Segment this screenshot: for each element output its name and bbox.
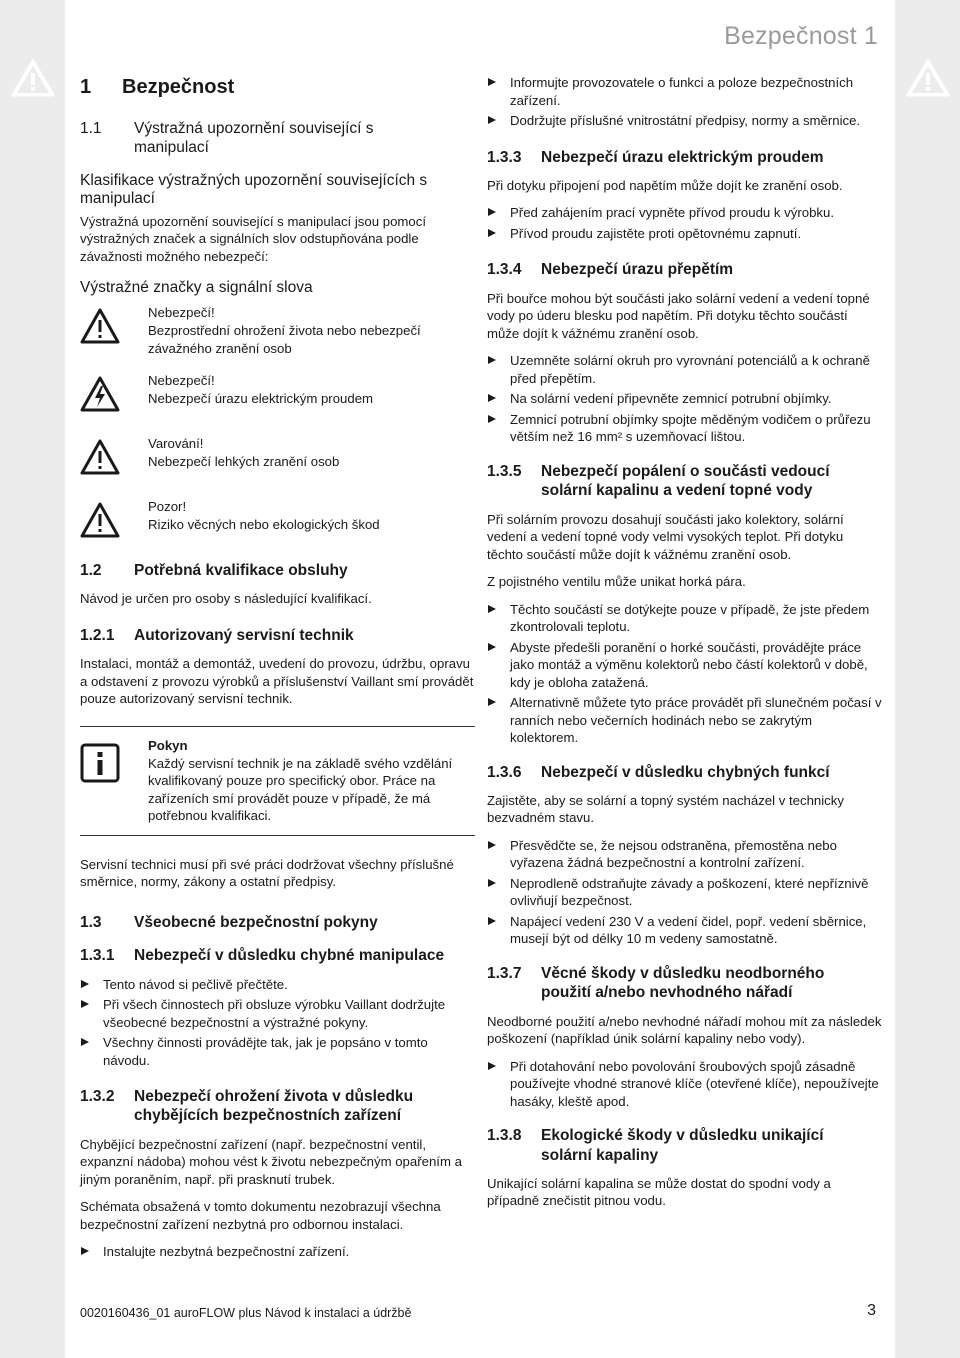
signal-description: Nebezpečí lehkých zranění osob [148, 454, 340, 470]
section-heading-1-2-1 [80, 626, 475, 645]
section-text: Při bouřce mohou být součásti jako solární vedení a vedení topné vody po úderu blesku pod napětím. Při dotyku těchto součástí může dojít k vážnému zranění osob. [487, 290, 870, 341]
section-number: 1.3.3 [487, 148, 522, 166]
chapter-title: Bezpečnost [122, 76, 235, 98]
section-text: Při dotyku připojení pod napětím může dojít ke zranění osob. [487, 177, 843, 193]
section-heading-1-1 [80, 119, 475, 158]
instruction-list [487, 204, 882, 242]
warning-triangle-icon [80, 502, 120, 538]
note-box [80, 726, 475, 836]
section-heading-1-3-3 [487, 148, 882, 167]
section-title: Všeobecné bezpečnostní pokyny [134, 913, 378, 931]
section-title: Výstražná upozornění související s manipulací [134, 120, 374, 157]
section-text: Z pojistného ventilu může unikat horká pára. [487, 574, 746, 589]
left-column [80, 76, 475, 1271]
instruction-list [487, 837, 882, 948]
page-number: 3 [867, 1302, 876, 1319]
classification-text: Výstražná upozornění související s manipulací jsou pomocí výstražných značek a signálních slov odstupňována podle závažnosti možného nebezpečí: [80, 213, 426, 264]
signal-word: Varování! [148, 436, 204, 452]
signs-heading: Výstražné značky a signální slova [80, 279, 313, 297]
section-number: 1.3.1 [80, 947, 115, 965]
list-item: Abyste předešli poranění o horké součásti, provádějte práce jako montáž a výměnu kolektorů nebo částí kolektorů v době, kdy je obloha zatažená. [487, 639, 882, 692]
warning-triangle-icon [80, 308, 120, 344]
section-heading-1-3-8 [487, 1126, 882, 1165]
instruction-list [487, 601, 882, 747]
right-margin-bar [895, 0, 960, 1358]
warning-triangle-icon [11, 58, 55, 98]
warning-triangle-icon [906, 58, 950, 98]
section-heading-1-3-2 [80, 1087, 475, 1126]
info-icon [80, 743, 120, 783]
section-text: Při solárním provozu dosahují součásti jako kolektory, solární vedení a vedení topné vody velmi vysokých teplot. Při dotyku těchto součástí může dojít k vážnému zranění osob. [487, 511, 844, 562]
section-heading-1-2 [80, 561, 475, 580]
signal-word: Pozor! [148, 499, 187, 515]
left-margin-bar [0, 0, 65, 1358]
electric-warning-icon [80, 376, 120, 412]
section-heading-1-3-6 [487, 763, 882, 782]
section-title: Potřebná kvalifikace obsluhy [134, 562, 348, 580]
list-item: Napájecí vedení 230 V a vedení čidel, popř. vedení sběrnice, musejí být od délky 10 m vedeny samostatně. [487, 913, 882, 948]
section-text: Chybějící bezpečnostní zařízení (např. bezpečnostní ventil, expanzní nádoba) mohou vést k životu nebezpečným opařením a jiným poraněním, např. při prasknutí trubek. [80, 1136, 462, 1187]
signal-description: Riziko věcných nebo ekologických škod [148, 517, 380, 533]
section-title: Věcné škody v důsledku neodborného použití a/nebo nevhodného nářadí [541, 964, 825, 1002]
chapter-number: 1 [80, 76, 92, 98]
instruction-list [487, 352, 882, 446]
list-item: Uzemněte solární okruh pro vyrovnání potenciálů a k ochraně před přepětím. [487, 352, 882, 387]
signal-row [80, 435, 475, 480]
section-title: Ekologické škody v důsledku unikající solární kapaliny [541, 1127, 824, 1164]
section-text: Servisní technici musí při své práci dodržovat všechny příslušné směrnice, normy, zákony a ostatní předpisy. [80, 856, 454, 890]
signal-row [80, 304, 475, 358]
section-number: 1.3.5 [487, 462, 522, 480]
section-heading-1-3-5 [487, 462, 882, 501]
section-text: Unikající solární kapalina se může dostat do spodní vody a případně znečistit pitnou vodu. [487, 1175, 831, 1209]
section-title: Nebezpečí v důsledku chybné manipulace [134, 947, 445, 965]
signal-description: Nebezpečí úrazu elektrickým proudem [148, 391, 374, 407]
instruction-list [80, 976, 475, 1070]
instruction-list [80, 1243, 475, 1261]
section-title: Nebezpečí úrazu přepětím [541, 261, 734, 279]
section-number: 1.3.7 [487, 964, 522, 982]
list-item: Neprodleně odstraňujte závady a poškození, které nepříznivě ovlivňují bezpečnost. [487, 875, 882, 910]
list-item: Tento návod si pečlivě přečtěte. [80, 976, 475, 994]
section-heading-1-3-4 [487, 260, 882, 279]
section-heading-1-3-7 [487, 964, 882, 1003]
list-item: Na solární vedení připevněte zemnicí potrubní objímky. [487, 390, 882, 408]
instruction-list [487, 74, 882, 130]
note-text: Každý servisní technik je na základě svého vzdělání kvalifikovaný pouze pro specifický obor. Práce na zařízeních smí provádět pouze v případě, že má potřebnou kvalifikaci. [148, 755, 453, 824]
section-title: Autorizovaný servisní technik [134, 626, 354, 644]
section-title: Nebezpečí úrazu elektrickým proudem [541, 148, 824, 166]
list-item: Těchto součástí se dotýkejte pouze v případě, že jste předem zkontrolovali teplotu. [487, 601, 882, 636]
right-column [487, 74, 882, 1220]
list-item: Informujte provozovatele o funkci a poloze bezpečnostních zařízení. [487, 74, 882, 109]
signal-word: Nebezpečí! [148, 305, 215, 321]
note-title: Pokyn [148, 737, 188, 753]
section-number: 1.2 [80, 562, 102, 580]
footer-document-id: 0020160436_01 auroFLOW plus Návod k instalaci a údržbě [80, 1306, 412, 1320]
section-number: 1.3 [80, 913, 102, 931]
list-item: Před zahájením prací vypněte přívod proudu k výrobku. [487, 204, 882, 222]
instruction-list [487, 1058, 882, 1111]
list-item: Přesvědčte se, že nejsou odstraněna, přemostěna nebo vyřazena žádná bezpečnostní a kontrolní zařízení. [487, 837, 882, 872]
classification-heading: Klasifikace výstražných upozornění souvisejících s manipulací [80, 171, 428, 208]
section-number: 1.3.4 [487, 261, 522, 279]
list-item: Dodržujte příslušné vnitrostátní předpisy, normy a směrnice. [487, 112, 882, 130]
list-item: Při všech činnostech při obsluze výrobku Vaillant dodržujte všeobecné bezpečnostní a výstražné pokyny. [80, 996, 475, 1031]
list-item: Alternativně můžete tyto práce provádět při slunečném počasí v ranních nebo večerních hodinách nebo se zakrytým kolektorem. [487, 694, 882, 747]
signal-word: Nebezpečí! [148, 373, 215, 389]
signal-row [80, 498, 475, 543]
signal-description: Bezprostřední ohrožení života nebo nebezpečí závažného zranění osob [148, 323, 421, 357]
section-number: 1.3.2 [80, 1088, 115, 1106]
list-item: Zemnicí potrubní objímky spojte měděným vodičem o průřezu větším než 16 mm² s uzemňovací lištou. [487, 411, 882, 446]
section-heading-1-3-1 [80, 946, 475, 965]
section-heading-1-3 [80, 913, 475, 932]
section-text: Zajistěte, aby se solární a topný systém nacházel v technicky bezvadném stavu. [487, 792, 844, 826]
list-item: Instalujte nezbytná bezpečnostní zařízení. [80, 1243, 475, 1261]
section-text: Schémata obsažená v tomto dokumentu nezobrazují všechna bezpečnostní zařízení nezbytná pro odbornou instalaci. [80, 1199, 441, 1232]
list-item: Přívod proudu zajistěte proti opětovnému zapnutí. [487, 225, 882, 243]
section-text: Neodborné použití a/nebo nevhodné nářadí mohou mít za následek poškození (například únik solární kapaliny nebo vody). [487, 1013, 882, 1047]
section-title: Nebezpečí v důsledku chybných funkcí [541, 763, 830, 781]
section-text: Instalaci, montáž a demontáž, uvedení do provozu, údržbu, opravu a odstavení z provozu výrobků a příslušenství Vaillant smí provádět pouze autorizovaný servisní technik. [80, 656, 474, 707]
page-header-title: Bezpečnost 1 [724, 22, 878, 50]
signal-row [80, 372, 475, 417]
section-title: Nebezpečí popálení o součásti vedoucí solární kapalinu a vedení topné vody [541, 462, 830, 500]
list-item: Při dotahování nebo povolování šroubových spojů zásadně používejte vhodné stranové klíče (otevřené klíče), nepoužívejte hasáky, kleště apod. [487, 1058, 882, 1111]
chapter-heading [80, 76, 475, 99]
warning-triangle-icon [80, 439, 120, 475]
section-number: 1.3.6 [487, 763, 522, 781]
section-number: 1.3.8 [487, 1127, 522, 1145]
section-title: Nebezpečí ohrožení života v důsledku chybějících bezpečnostních zařízení [134, 1088, 414, 1125]
section-number: 1.2.1 [80, 626, 115, 644]
section-text: Návod je určen pro osoby s následující kvalifikací. [80, 591, 372, 607]
list-item: Všechny činnosti provádějte tak, jak je popsáno v tomto návodu. [80, 1034, 475, 1069]
section-number: 1.1 [80, 120, 102, 137]
